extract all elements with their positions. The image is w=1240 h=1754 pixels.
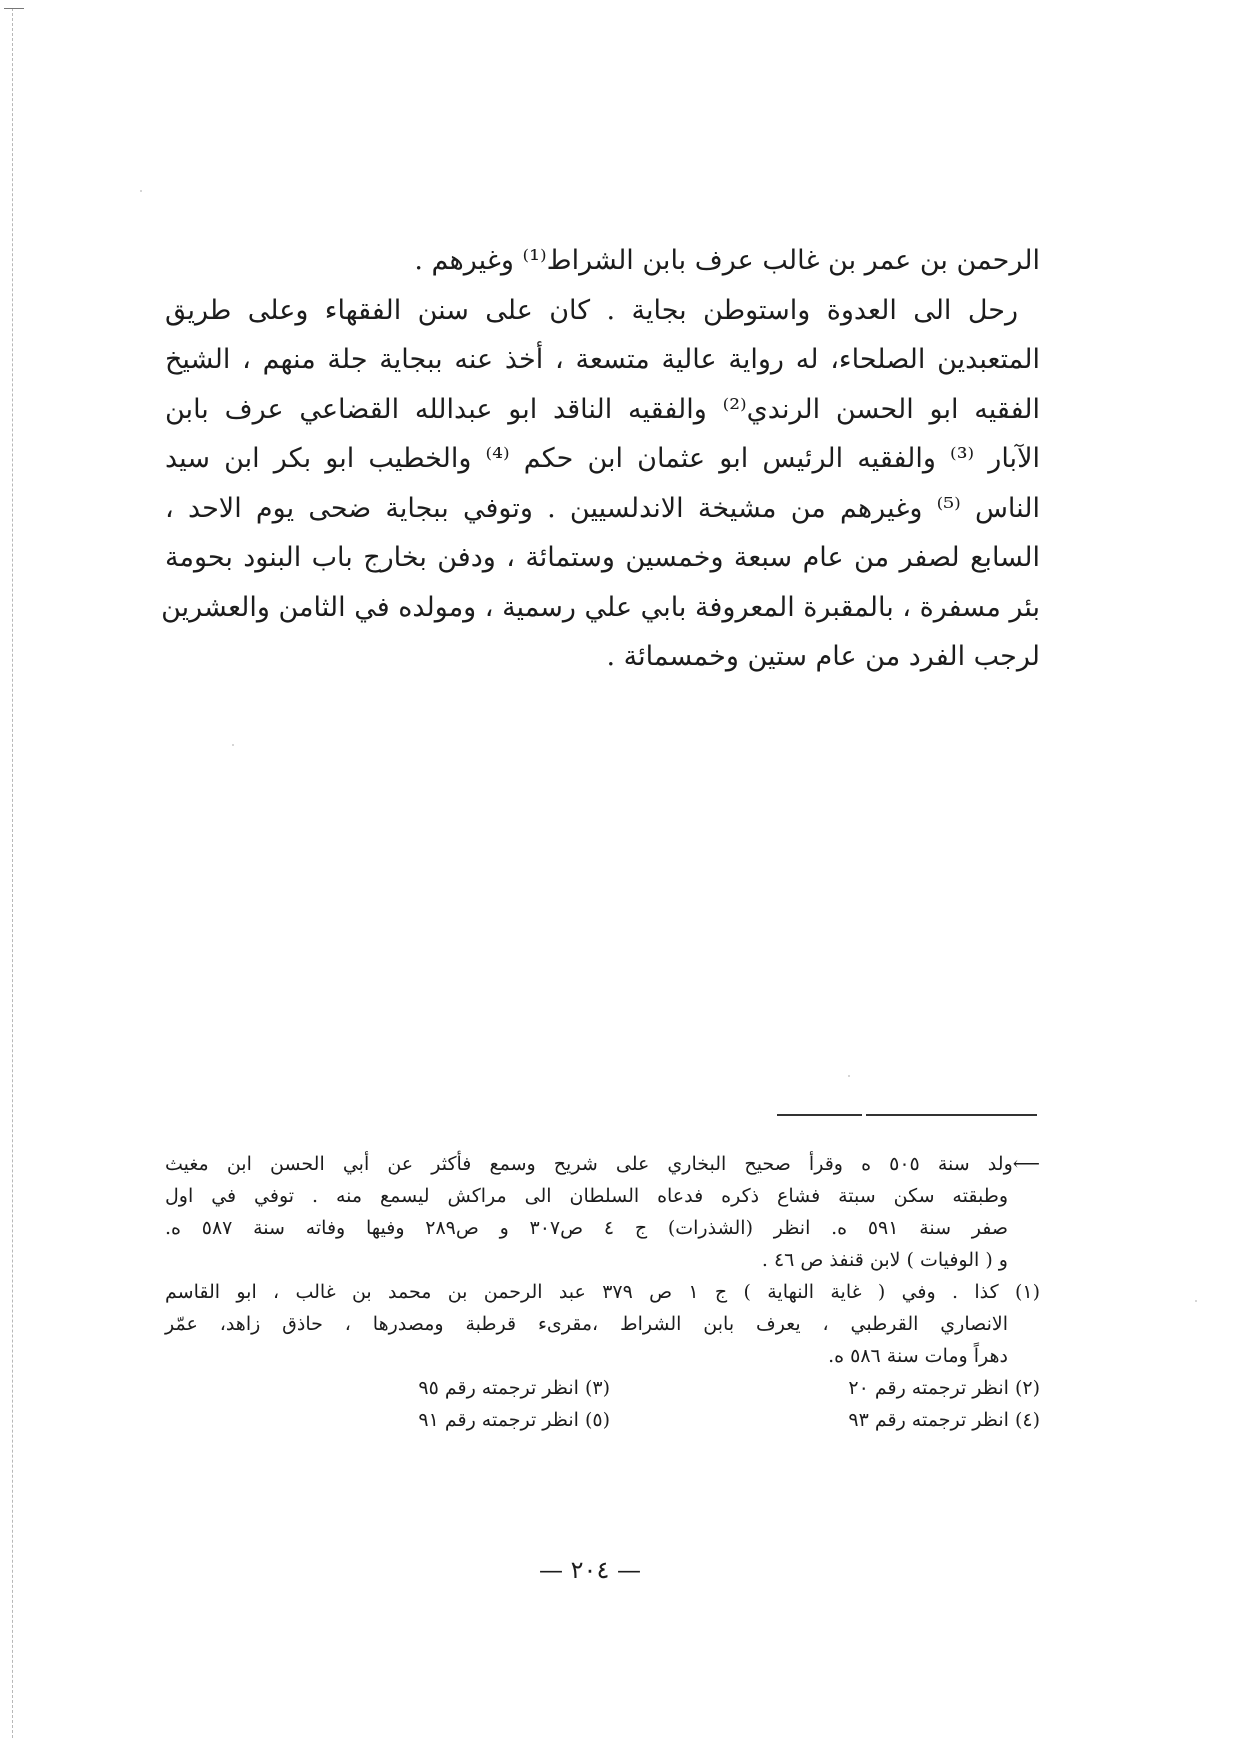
- footnote-row: [340, 1404, 1040, 1436]
- text-line: السابع لصفر من عام سبعة وخمسين وستمائة ، ودفن بخارج باب البنود بحومة: [165, 542, 1040, 573]
- text-line: المتعبدين الصلحاء، له رواية عالية متسعة ، أخذ عنه ببجاية جلة منهم ، الشيخ: [165, 344, 1040, 375]
- footnote-continued-line: [165, 1148, 1040, 1180]
- text-line: رحل الى العدوة واستوطن بجاية . كان على سنن الفقهاء وعلى طريق: [165, 294, 1018, 326]
- footnote-4: (٤) انظر ترجمته رقم ٩٣: [848, 1409, 1040, 1431]
- footnote-3: (٣) انظر ترجمته رقم ٩٥: [418, 1377, 610, 1399]
- footnote-continued-line: و ( الوفيات ) لابن قنفذ ص ٤٦ .: [761, 1249, 1008, 1271]
- text-line: الآبار ⁽³⁾ والفقيه الرئيس ابو عثمان ابن حكم ⁽⁴⁾ والخطيب ابو بكر ابن سيد: [165, 443, 1040, 474]
- footnote-continued-line: صفر سنة ٥٩١ ه. انظر (الشذرات) ج ٤ ص٣٠٧ و ص٢٨٩ وفيها وفاته سنة ٥٨٧ ه.: [165, 1217, 1009, 1239]
- footnote-row: [340, 1372, 1040, 1404]
- footnote-1-line: (١) كذا . وفي ( غاية النهاية ) ج ١ ص ٣٧٩ عبد الرحمن بن محمد بن غالب ، ابو القاسم: [165, 1281, 1040, 1303]
- paper-speck: [1195, 1300, 1197, 1302]
- footnote-continued-line: وطبقته سكن سبتة فشاع ذكره فدعاه السلطان الى مراكش ليسمع منه . توفي في اول: [165, 1185, 1008, 1207]
- footnote-text: ولد سنة ٥٠٥ ه وقرأ صحيح البخاري على شريح وسمع فأكثر عن أبي الحسن ابن مغيث: [165, 1153, 1013, 1175]
- page-number: — ٢٠٤ —: [539, 1556, 641, 1584]
- main-text: [161, 236, 1040, 682]
- footnote-separator: [777, 1114, 1037, 1116]
- text-line: بئر مسفرة ، بالمقبرة المعروفة بابي علي رسمية ، ومولده في الثامن والعشرين: [161, 591, 1040, 623]
- text-line: الفقيه ابو الحسن الرندي⁽²⁾ والفقيه الناقد ابو عبدالله القضاعي عرف بابن: [165, 393, 1040, 425]
- footnote-separator-gap: [862, 1112, 866, 1117]
- paper-speck: [140, 190, 142, 192]
- footnote-5: (٥) انظر ترجمته رقم ٩١: [418, 1409, 610, 1431]
- footnote-1-line: دهراً ومات سنة ٥٨٦ ه.: [828, 1345, 1008, 1367]
- footnote-2: (٢) انظر ترجمته رقم ٢٠: [848, 1377, 1040, 1399]
- binding-edge: [12, 8, 15, 1738]
- continuation-arrow-icon: ⟵: [1012, 1153, 1040, 1175]
- paper-speck: [232, 744, 234, 746]
- text-line: لرجب الفرد من عام ستين وخمسمائة .: [606, 641, 1040, 672]
- footnotes: [165, 1148, 1040, 1436]
- paper-speck: [848, 1075, 850, 1077]
- footnote-1-line: الانصاري القرطبي ، يعرف بابن الشراط ،مقرىء قرطبة ومصدرها ، حاذق زاهد، عمّر: [165, 1313, 1008, 1335]
- text-line: الرحمن بن عمر بن غالب عرف بابن الشراط⁽¹⁾ وغيرهم .: [414, 245, 1040, 276]
- text-line: الناس ⁽⁵⁾ وغيرهم من مشيخة الاندلسيين . وتوفي ببجاية ضحى يوم الاحد ،: [165, 492, 1040, 524]
- binding-cap: [4, 8, 24, 15]
